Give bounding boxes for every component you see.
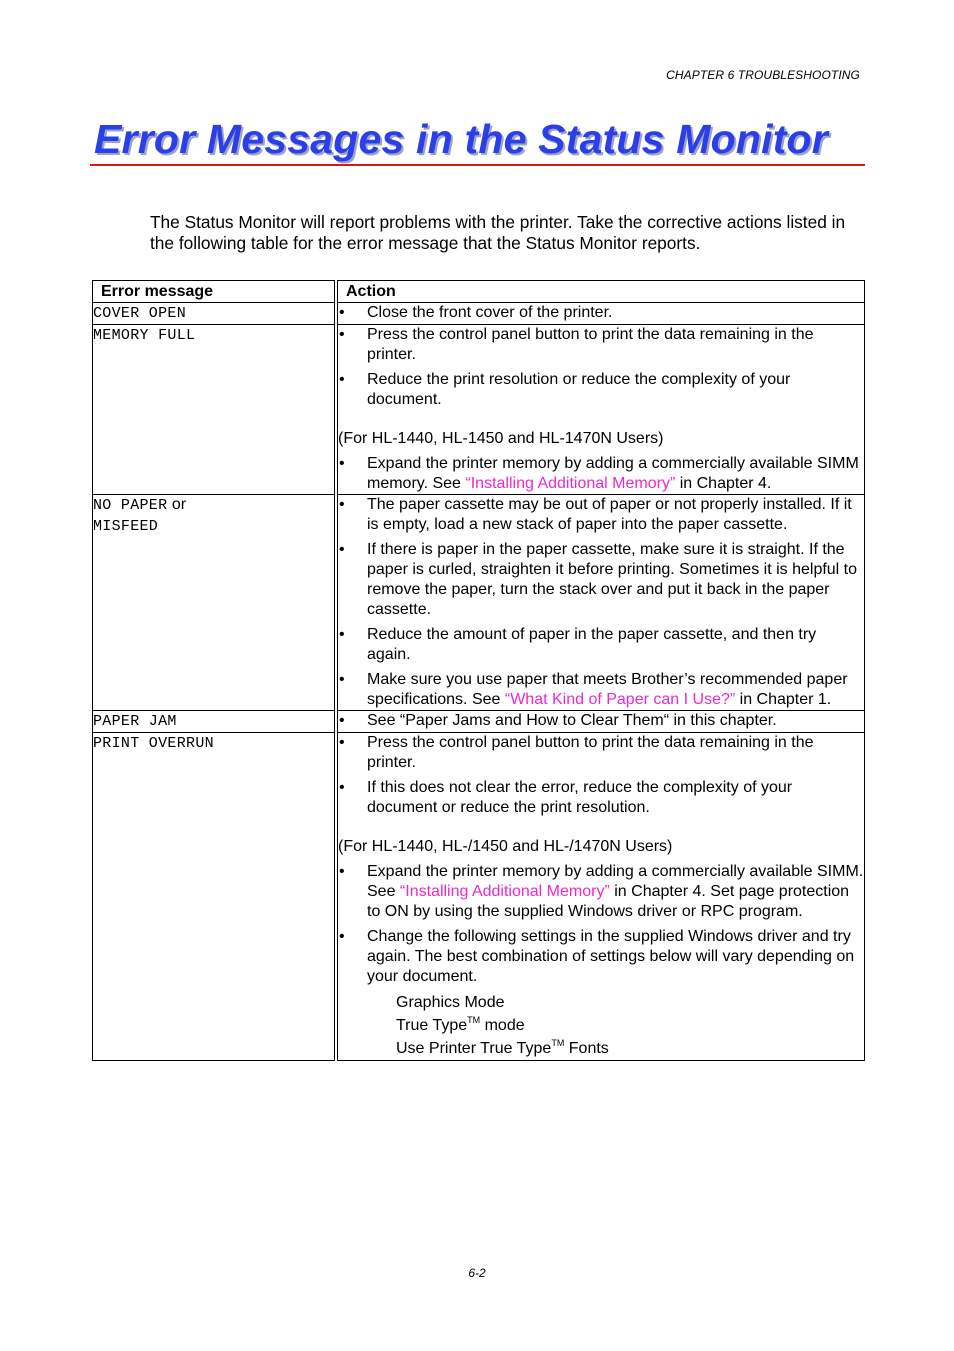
- or-text: or: [167, 496, 187, 513]
- table-header-row: [93, 281, 865, 303]
- model-note: (For HL-1440, HL-/1450 and HL-/1470N Users): [338, 838, 673, 855]
- action-text: Change the following settings in the supplied Windows driver and try again. The best combination of settings below will vary depending on your document.: [367, 928, 855, 985]
- setting-text: True Type: [396, 1017, 468, 1034]
- action-item: • If there is paper in the paper cassette, make sure it is straight. If the paper is curled, straighten it before printing. Sometimes it is helpful to remove the paper, turn the stack over and put it back in the paper cassette.: [338, 540, 864, 620]
- setting-item: Graphics Mode: [396, 994, 505, 1011]
- action-list: [338, 303, 864, 323]
- action-list: [338, 862, 864, 1060]
- action-list: [338, 454, 864, 494]
- action-item: [338, 862, 864, 922]
- error-code: MEMORY FULL: [93, 327, 196, 344]
- action-text: in Chapter 1.: [735, 691, 832, 708]
- cross-reference-link[interactable]: “Installing Additional Memory”: [465, 475, 676, 492]
- action-cell: [336, 495, 865, 711]
- title-underline: [90, 164, 865, 166]
- error-code: COVER OPEN: [93, 305, 187, 322]
- action-list: [338, 325, 864, 410]
- error-code: PRINT OVERRUN: [93, 735, 214, 752]
- error-cell: [93, 325, 337, 495]
- chapter-header: CHAPTER 6 TROUBLESHOOTING: [666, 68, 860, 82]
- cross-reference-link[interactable]: “Installing Additional Memory”: [399, 883, 610, 900]
- error-message-table: [92, 280, 865, 1061]
- intro-paragraph: The Status Monitor will report problems with the printer. Take the corrective actions listed in the following table for the error message that the Status Monitor reports.: [150, 212, 846, 253]
- action-item: • The paper cassette may be out of paper or not properly installed. If it is empty, load a new stack of paper into the paper cassette.: [338, 495, 864, 535]
- action-cell: [336, 711, 865, 733]
- table-row: [93, 495, 865, 711]
- header-action: Action: [336, 281, 865, 303]
- table-row: [93, 711, 865, 733]
- action-item: • Reduce the print resolution or reduce the complexity of your document.: [338, 370, 864, 410]
- error-cell: [93, 495, 337, 711]
- header-error-message: Error message: [93, 281, 337, 303]
- action-list: [338, 495, 864, 710]
- action-item: • Press the control panel button to print the data remaining in the printer.: [338, 733, 864, 773]
- page-title: Error Messages in the Status Monitor: [94, 116, 828, 162]
- action-item: [338, 927, 864, 1060]
- action-item: • Press the control panel button to print the data remaining in the printer.: [338, 325, 864, 365]
- error-cell: [93, 303, 337, 325]
- action-text: in Chapter 4. Set page protection to ON by using the supplied Windows driver or RPC program.: [367, 883, 850, 920]
- action-item: [338, 670, 864, 710]
- action-text: in Chapter 4.: [675, 475, 772, 492]
- error-cell: [93, 711, 337, 733]
- action-item: [338, 454, 864, 494]
- action-item: • See “Paper Jams and How to Clear Them“ in this chapter.: [338, 711, 864, 731]
- action-list: [338, 733, 864, 818]
- setting-text: Use Printer True Type: [396, 1040, 552, 1057]
- action-list: [338, 711, 864, 731]
- action-item: • Close the front cover of the printer.: [338, 303, 864, 323]
- action-text: Make sure you use paper that meets Brother’s recommended paper specifications. See: [367, 671, 848, 708]
- trademark-mark: TM: [467, 1015, 481, 1025]
- action-item: • Reduce the amount of paper in the paper cassette, and then try again.: [338, 625, 864, 665]
- table-row: [93, 325, 865, 495]
- action-item: • If this does not clear the error, reduce the complexity of your document or reduce the print resolution.: [338, 778, 864, 818]
- settings-list: [367, 991, 864, 1060]
- error-code: MISFEED: [93, 518, 159, 535]
- cross-reference-link[interactable]: “What Kind of Paper can I Use?”: [504, 691, 736, 708]
- action-text: Expand the printer memory by adding a commercially available SIMM memory. See: [367, 455, 859, 492]
- error-cell: [93, 733, 337, 1061]
- action-text: Expand the printer memory by adding a commercially available SIMM. See: [367, 863, 864, 900]
- action-cell: [336, 325, 865, 495]
- error-code: PAPER JAM: [93, 713, 177, 730]
- table-row: [93, 733, 865, 1061]
- setting-item: [396, 1014, 864, 1037]
- action-cell: [336, 303, 865, 325]
- setting-text: mode: [480, 1017, 525, 1034]
- setting-item: [396, 1037, 864, 1060]
- setting-text: Fonts: [564, 1040, 609, 1057]
- model-note: (For HL-1440, HL-1450 and HL-1470N Users): [338, 430, 664, 447]
- trademark-mark: TM: [551, 1038, 565, 1048]
- error-code: NO PAPER: [93, 497, 168, 514]
- page-number: 6-2: [468, 1266, 486, 1280]
- action-cell: [336, 733, 865, 1061]
- table-row: [93, 303, 865, 325]
